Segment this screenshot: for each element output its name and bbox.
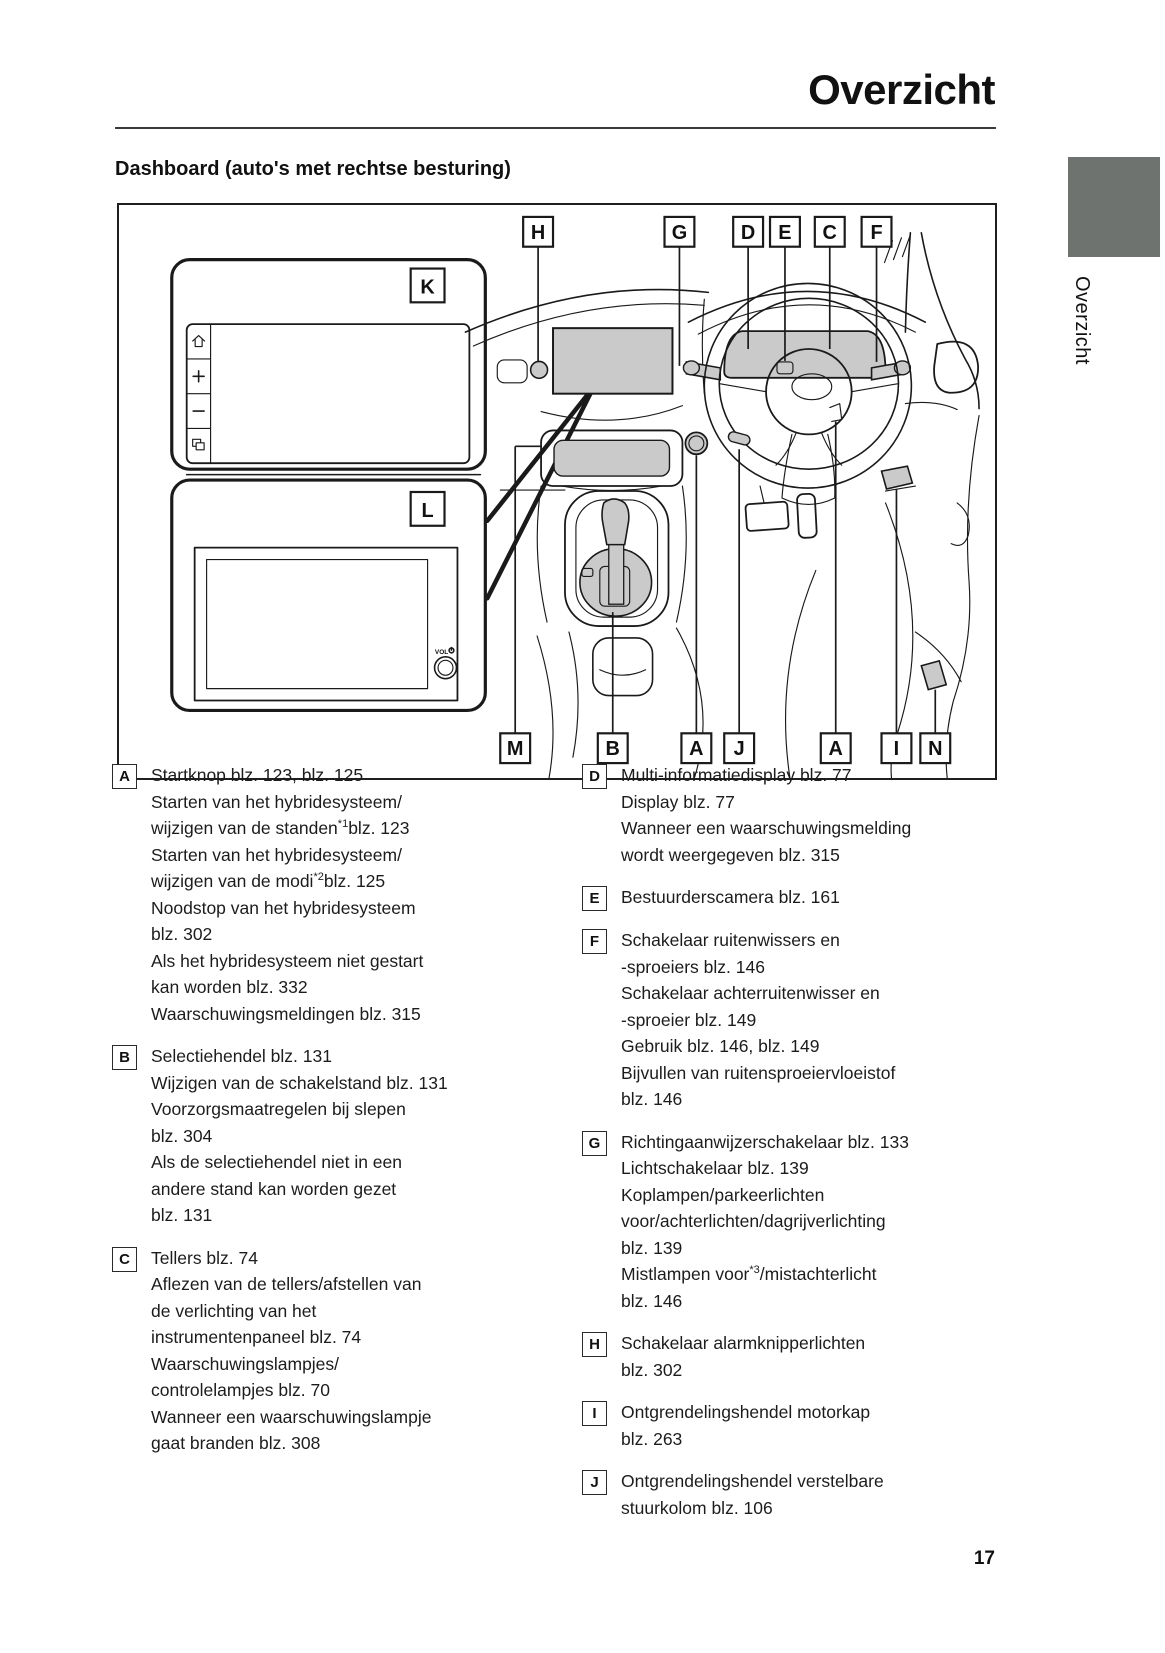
dashboard-background	[465, 233, 979, 778]
chapter-tab	[1068, 157, 1160, 257]
bottom-callout-boxes	[500, 733, 950, 763]
legend-item-E	[582, 884, 1058, 911]
door-lever	[921, 661, 946, 690]
home-icon	[193, 336, 205, 347]
accelerator-pedal	[797, 494, 817, 539]
shift-lever-stem	[609, 541, 624, 605]
legend-item-I	[582, 1399, 1058, 1452]
callout-letter-top-5: F	[870, 221, 883, 244]
callout-letter-top-4: C	[822, 221, 837, 244]
audio-screen	[195, 548, 458, 701]
legend	[112, 762, 1058, 1537]
legend-item-H	[582, 1330, 1058, 1383]
k-panel	[172, 260, 486, 470]
legend-column-left	[112, 762, 582, 1537]
cup-holder	[593, 638, 653, 696]
legend-text-D: Multi-informatiedisplay blz. 77 Display blz. 77 Wanneer een waarschuwingsmelding wordt weergegeven blz. 315	[621, 765, 912, 865]
callout-letter-top-3: E	[778, 221, 792, 244]
brake-pedal	[745, 501, 789, 531]
callout-letter-L: L	[421, 499, 434, 522]
legend-column-right	[582, 762, 1058, 1537]
legend-item-G	[582, 1129, 1058, 1315]
storage-tray	[541, 430, 682, 490]
callout-letter-bottom-3: J	[733, 738, 745, 761]
callout-letter-bottom-2: A	[689, 738, 704, 761]
callout-letter-top-0: H	[530, 221, 546, 244]
hazard-button	[531, 361, 548, 378]
windows-icon	[193, 439, 204, 449]
side-air-vent	[934, 342, 978, 393]
shift-knob	[602, 499, 629, 545]
top-callout-boxes	[523, 217, 891, 247]
page-title: Overzicht	[808, 66, 995, 114]
callout-letter-bottom-5: I	[893, 738, 900, 761]
legend-key-J: J	[582, 1470, 607, 1495]
page-number: 17	[973, 1548, 995, 1569]
legend-key-H: H	[582, 1332, 607, 1357]
callout-letter-top-2: D	[740, 221, 756, 244]
chapter-tab-label: Overzicht	[1071, 276, 1093, 365]
dashboard-line-art	[119, 205, 995, 778]
legend-key-D: D	[582, 764, 607, 789]
legend-text-J: Ontgrendelingshendel verstelbare stuurkolom blz. 106	[621, 1471, 884, 1518]
legend-text-G: Richtingaanwijzerschakelaar blz. 133 Lichtschakelaar blz. 139 Koplampen/parkeerlichten voor/achterlichten/dagrijverlichting blz. 139 Mistlampen voor$^{*3}$/mistachterlicht blz. 146	[621, 1131, 909, 1311]
legend-text-F: Schakelaar ruitenwissers en -sproeiers blz. 146 Schakelaar achterruitenwisser en -sproeier blz. 149 Gebruik blz. 146, blz. 149 Bijvullen van ruitensproeiervloeistof blz. 146	[621, 930, 896, 1109]
bonnet-release-lever	[882, 466, 913, 489]
zoom-in-icon	[193, 371, 204, 382]
callout-letter-K: K	[420, 276, 435, 299]
callout-lines	[515, 247, 935, 734]
legend-key-F: F	[582, 929, 607, 954]
legend-item-A	[112, 762, 582, 1027]
legend-key-E: E	[582, 886, 607, 911]
section-heading: Dashboard (auto's met rechtse besturing)	[115, 157, 511, 180]
legend-key-G: G	[582, 1131, 607, 1156]
legend-text-B: Selectiehendel blz. 131 Wijzigen van de schakelstand blz. 131 Voorzorgsmaatregelen bij slepen blz. 304 Als de selectiehendel niet in een andere stand kan worden gezet blz. 131	[151, 1046, 448, 1225]
callout-letter-top-1: G	[671, 221, 688, 244]
callout-letter-bottom-6: N	[928, 738, 943, 761]
column-release-lever	[727, 431, 751, 446]
legend-item-J	[582, 1468, 1058, 1521]
gear-selector	[565, 491, 669, 626]
callout-letter-bottom-4: A	[828, 738, 843, 761]
legend-text-H: Schakelaar alarmknipperlichten blz. 302	[621, 1333, 866, 1380]
title-rule	[115, 127, 996, 129]
steering-wheel	[704, 283, 911, 488]
legend-text-I: Ontgrendelingshendel motorkap blz. 263	[621, 1402, 871, 1449]
legend-text-A: Startknop blz. 123, blz. 125 Starten van het hybridesysteem/ wijzigen van de standen$^{*1}$blz. 123 Starten van het hybridesysteem/ wijzigen van de modi$^{*2}$blz. 125 Noodstop van het hybridesysteem blz. 302 Als het hybridesysteem niet gestart kan worden blz. 332 Waarschuwingsmeldingen blz. 315	[151, 765, 424, 1024]
legend-key-B: B	[112, 1045, 137, 1070]
legend-item-F	[582, 927, 1058, 1113]
legend-item-D	[582, 762, 1058, 868]
dashboard-diagram	[117, 203, 997, 780]
callout-letter-bottom-0: M	[506, 738, 524, 761]
callout-letter-bottom-1: B	[605, 738, 620, 761]
legend-text-C: Tellers blz. 74 Aflezen van de tellers/afstellen van de verlichting van het instrumentenpaneel blz. 74 Waarschuwingslampjes/ controlelampjes blz. 70 Wanneer een waarschuwingslampje gaat branden blz. 308	[151, 1247, 432, 1453]
legend-text-E: Bestuurderscamera blz. 161	[621, 887, 840, 907]
l-panel	[172, 480, 486, 710]
touchscreen	[187, 324, 470, 463]
dash-button-recess	[497, 360, 527, 383]
legend-item-C	[112, 1245, 582, 1457]
legend-key-I: I	[582, 1401, 607, 1426]
legend-key-C: C	[112, 1247, 137, 1272]
power-switch-pointer	[830, 404, 842, 422]
turn-signal-stalk	[683, 361, 720, 380]
center-display	[553, 328, 672, 394]
legend-item-B	[112, 1043, 582, 1229]
legend-key-A: A	[112, 764, 137, 789]
vol-knob-label: VOL	[434, 648, 449, 656]
